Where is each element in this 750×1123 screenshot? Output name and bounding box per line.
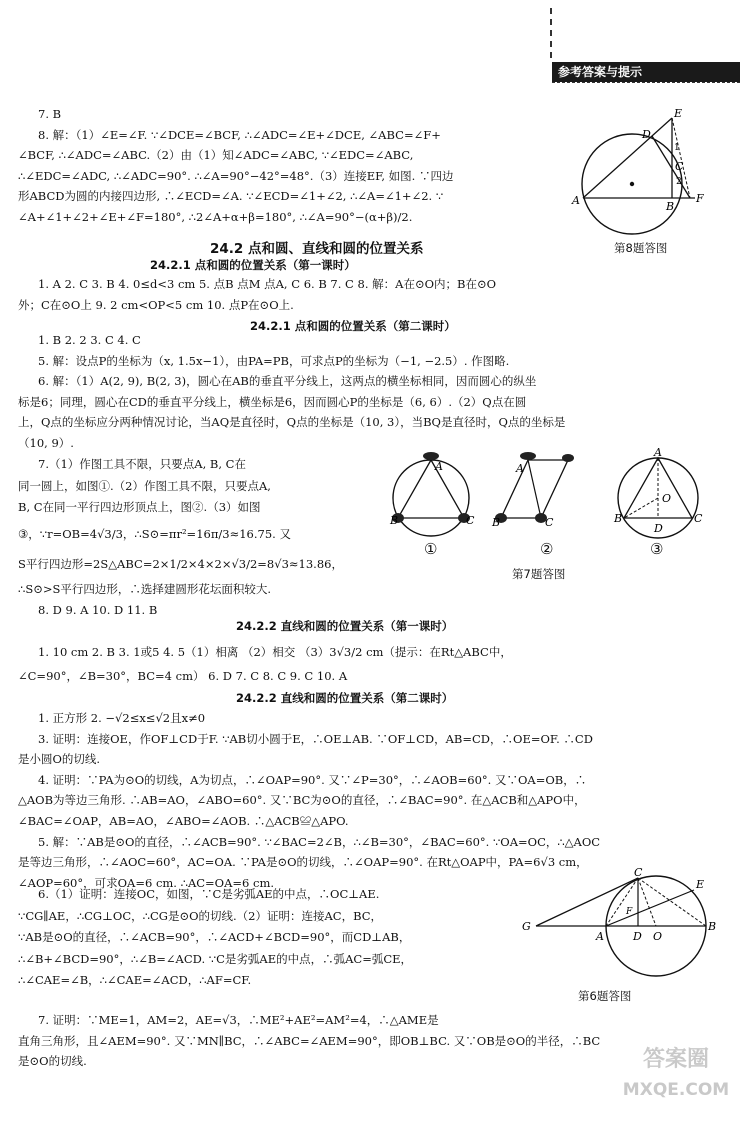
answer-line: 1. B 2. 2 3. C 4. C — [38, 333, 141, 347]
answer-block-s1 — [18, 274, 497, 315]
header-dashed-line — [550, 8, 552, 58]
answer-line: ∴∠B+∠BCD=90°，∴∠B=∠ACD. ∵C是劣弧AE的中点，∴弧AC=弧CE， — [18, 951, 413, 966]
answer-line: 直角三角形，且∠AEM=90°. 又∵MN∥BC，∴∠ABC=∠AEM=90°，即OB⊥BC. 又∵OB是⊙O的半径，∴BC — [18, 1033, 601, 1048]
answer-block-q6 — [18, 884, 413, 992]
figure-7-label-3: ③ — [650, 540, 664, 558]
fig7-circle-1 — [393, 460, 469, 536]
fig6-label-F: F — [626, 907, 633, 917]
fig6-label-O: O — [653, 930, 663, 943]
fig6-label-E: E — [696, 878, 705, 891]
figure-8-caption: 第8题答图 — [614, 241, 668, 255]
answer-line: 同一圆上，如图①.（2）作图工具不限，只要点A, — [18, 478, 271, 493]
fig8-label-D: D — [642, 128, 651, 141]
figure-8-diagram — [570, 108, 710, 238]
answer-line: ∵AB是⊙O的直径，∴∠ACB=90°，∴∠ACD+∠BCD=90°，而CD⊥AB， — [18, 930, 411, 944]
fig7-tree-A1 — [423, 452, 439, 460]
fig7-label-A1: A — [435, 460, 443, 473]
answer-line: ③，∵r=OB=4√3/3，∴S⊙=πr²=16π/3≈16.75. 又 — [18, 526, 291, 541]
answer-line: ∴S⊙>S平行四边形，∴选择建圆形花坛面积较大. — [18, 581, 271, 596]
answer-line: （10, 9）. — [18, 435, 74, 450]
figure-6-diagram — [516, 868, 716, 983]
answer-line: 6. 解：（1）A(2, 9), B(2, 3)，圆心在AB的垂直平分线上，这两点的横坐标相同，因而圆心的纵坐 — [38, 374, 537, 389]
answer-line: S平行四边形=2S△ABC=2×1/2×4×2×√3/2=8√3≈13.86， — [18, 556, 343, 571]
fig8-label-A: A — [572, 194, 580, 207]
answer-line: 5. 解：设点P的坐标为（x, 1.5x−1），由PA=PB，可求点P的坐标为（−1, −2.5）. 作图略. — [38, 353, 510, 368]
header-dashed-rule — [552, 82, 740, 83]
fig7-label-D3: D — [654, 522, 663, 535]
answer-line: 4. 证明：∵PA为⊙O的切线，A为切点，∴∠OAP=90°. 又∵∠P=30°，∴∠AOB=60°. 又∵OA=OB，∴ — [38, 772, 587, 787]
answer-line: 8. 解：（1）∠E=∠F. ∵∠DCE=∠BCF, ∴∠ADC=∠E+∠DCE, ∠ABC=∠F+ — [38, 127, 441, 142]
fig7-label-B2: B — [492, 516, 501, 529]
fig6-label-B: B — [708, 920, 716, 933]
fig7-tree-D2 — [562, 454, 574, 462]
answer-line: ∴∠EDC=∠ADC, ∴∠ADC=90°. ∴∠A=90°−42°=48°.（3）连接EF, 如图. ∵四边 — [18, 168, 454, 183]
fig8-center-dot — [630, 182, 634, 186]
header-banner: 参考答案与提示 — [552, 62, 740, 82]
fig8-label-F: F — [696, 192, 704, 205]
answer-line: 7. B — [38, 107, 62, 121]
answer-line: ∠BAC=∠OAP，AB=AO，∠ABO=∠AOB. ∴△ACB≌△APO. — [18, 813, 349, 828]
answer-line: ∴∠CAE=∠B，∴∠CAE=∠ACD，∴AF=CF. — [18, 973, 252, 987]
watermark-line-1: 答案圈 — [642, 1047, 709, 1072]
figure-7-label-2: ② — [540, 540, 554, 558]
answer-line: 是等边三角形，∴∠AOC=60°，AC=OA. ∵PA是⊙O的切线，∴∠OAP=90°. 在Rt△OAP中，PA=6√3 cm， — [18, 855, 588, 870]
section-title: 24.2 点和圆、直线和圆的位置关系 — [210, 241, 424, 257]
answer-block-q7b — [18, 1010, 601, 1072]
answer-block-s2 — [18, 330, 566, 454]
answer-line: ∵CG∥AE，∴CG⊥OC，∴CG是⊙O的切线.（2）证明：连接AC，BC， — [18, 908, 383, 923]
fig8-line-AE — [583, 118, 672, 198]
watermark-logo — [610, 1045, 742, 1115]
fig6-label-C: C — [634, 868, 643, 879]
fig8-label-n1: 1 — [674, 143, 680, 153]
answer-line: △AOB为等边三角形. ∴AB=AO，∠ABO=60°. 又∵BC为⊙O的直径，∴∠BAC=90°. 在△ACB和△APO中， — [18, 793, 586, 808]
fig7-label-C1: C — [466, 514, 475, 527]
answer-line: 上，Q点的坐标应分两种情况讨论，当AQ是直径时，Q点的坐标是（10, 3），当BQ是直径时，Q点的坐标是 — [18, 415, 566, 430]
answer-line: B, C在同一平行四边形顶点上，图②.（3）如图 — [18, 500, 261, 514]
answer-line: ∠AOP=60°，可求OA=6 cm. ∴AC=OA=6 cm. — [18, 875, 275, 890]
watermark-line-2: MXQE.COM — [622, 1080, 730, 1100]
answer-line: 是小圆O的切线. — [18, 752, 101, 767]
subsection-title-2: 24.2.1 点和圆的位置关系（第二课时） — [250, 319, 456, 333]
answer-line: 形ABCD为圆的内接四边形, ∴∠ECD=∠A. ∵∠ECD=∠1+∠2, ∴∠A=∠1+∠2. ∵ — [18, 189, 444, 204]
answer-line: 5. 解：∵AB是⊙O的直径，∴∠ACB=90°. ∵∠BAC=2∠B，∴∠B=30°，∠BAC=60°. ∵OA=OC，∴△AOC — [38, 834, 601, 849]
answer-block-s4 — [18, 708, 601, 893]
fig7-label-C3: C — [694, 512, 703, 525]
fig7-tree-A2 — [520, 452, 536, 460]
answer-line: 外；C在⊙O上 9. 2 cm<OP<5 cm 10. 点P在⊙O上. — [18, 297, 294, 312]
answer-block-q8 — [18, 104, 454, 228]
answer-line: 1. 正方形 2. −√2≤x≤√2且x≠0 — [38, 711, 206, 725]
answer-line: 1. A 2. C 3. B 4. 0≤d<3 cm 5. 点B 点M 点A, C 6. B 7. C 8. 解：A在⊙O内；B在⊙O — [38, 277, 497, 291]
figure-7-diagram — [386, 446, 716, 546]
figure-7-caption: 第7题答图 — [512, 567, 566, 581]
answer-line: ∠A+∠1+∠2+∠E+∠F=180°, ∴2∠A+α+β=180°, ∴∠A=90°−(α+β)/2. — [18, 209, 413, 224]
answer-line: 标是6；同理，圆心在CD的垂直平分线上，横坐标是6，因而圆心P的坐标是（6, 6）.（2）Q点在圆 — [18, 394, 527, 409]
subsection-title-3: 24.2.2 直线和圆的位置关系（第一课时） — [236, 619, 454, 633]
fig7-label-A2: A — [516, 462, 524, 475]
fig6-label-G: G — [522, 920, 531, 933]
fig8-label-C: C — [675, 160, 684, 173]
fig6-line-CO — [638, 878, 656, 926]
figure-7-label-1: ① — [424, 540, 438, 558]
fig7-label-O3: O — [662, 492, 672, 505]
fig7-label-C2: C — [545, 516, 554, 529]
fig8-label-E: E — [674, 108, 683, 120]
answer-line: 8. D 9. A 10. D 11. B — [38, 603, 158, 617]
answer-line: ∠BCF, ∴∠ADC=∠ABC.（2）由（1）知∠ADC=∠ABC, ∵∠EDC=∠ABC, — [18, 148, 414, 163]
answer-line: 7. 证明：∵ME=1，AM=2，AE=√3，∴ME²+AE²=AM²=4，∴△AME是 — [38, 1013, 439, 1027]
answer-block-s3 — [18, 640, 512, 688]
answer-block-q7 — [18, 454, 343, 622]
answer-line: 3. 证明：连接OE，作OF⊥CD于F. ∵AB切小圆于E，∴OE⊥AB. ∵OF⊥CD，AB=CD，∴OE=OF. ∴CD — [38, 731, 593, 746]
fig7-label-B3: B — [614, 512, 623, 525]
answer-line: 1. 10 cm 2. B 3. 1或5 4. 5（1）相离 （2）相交 （3）3√3/2 cm（提示：在Rt△ABC中， — [38, 645, 512, 659]
answer-line: 6.（1）证明：连接OC，如图，∵C是劣弧AE的中点，∴OC⊥AE. — [38, 887, 380, 901]
fig7-label-B1: B — [390, 514, 399, 527]
fig7-parallelogram-diagonal — [528, 460, 541, 518]
answer-line: ∠C=90°，∠B=30°，BC=4 cm） 6. D 7. C 8. C 9. C 10. A — [18, 669, 348, 683]
fig7-label-A3: A — [654, 446, 662, 459]
fig6-label-D: D — [633, 930, 642, 943]
subsection-title-1: 24.2.1 点和圆的位置关系（第一课时） — [150, 258, 356, 272]
fig8-label-n2: 2 — [676, 177, 682, 187]
fig8-line-DF — [652, 136, 690, 198]
fig6-label-A: A — [596, 930, 604, 943]
answer-line: 是⊙O的切线. — [18, 1054, 87, 1069]
figure-6-caption: 第6题答图 — [578, 989, 632, 1003]
answer-line: 7.（1）作图工具不限，只要点A, B, C在 — [38, 457, 246, 471]
subsection-title-4: 24.2.2 直线和圆的位置关系（第二课时） — [236, 691, 454, 705]
fig8-label-B: B — [666, 200, 675, 213]
